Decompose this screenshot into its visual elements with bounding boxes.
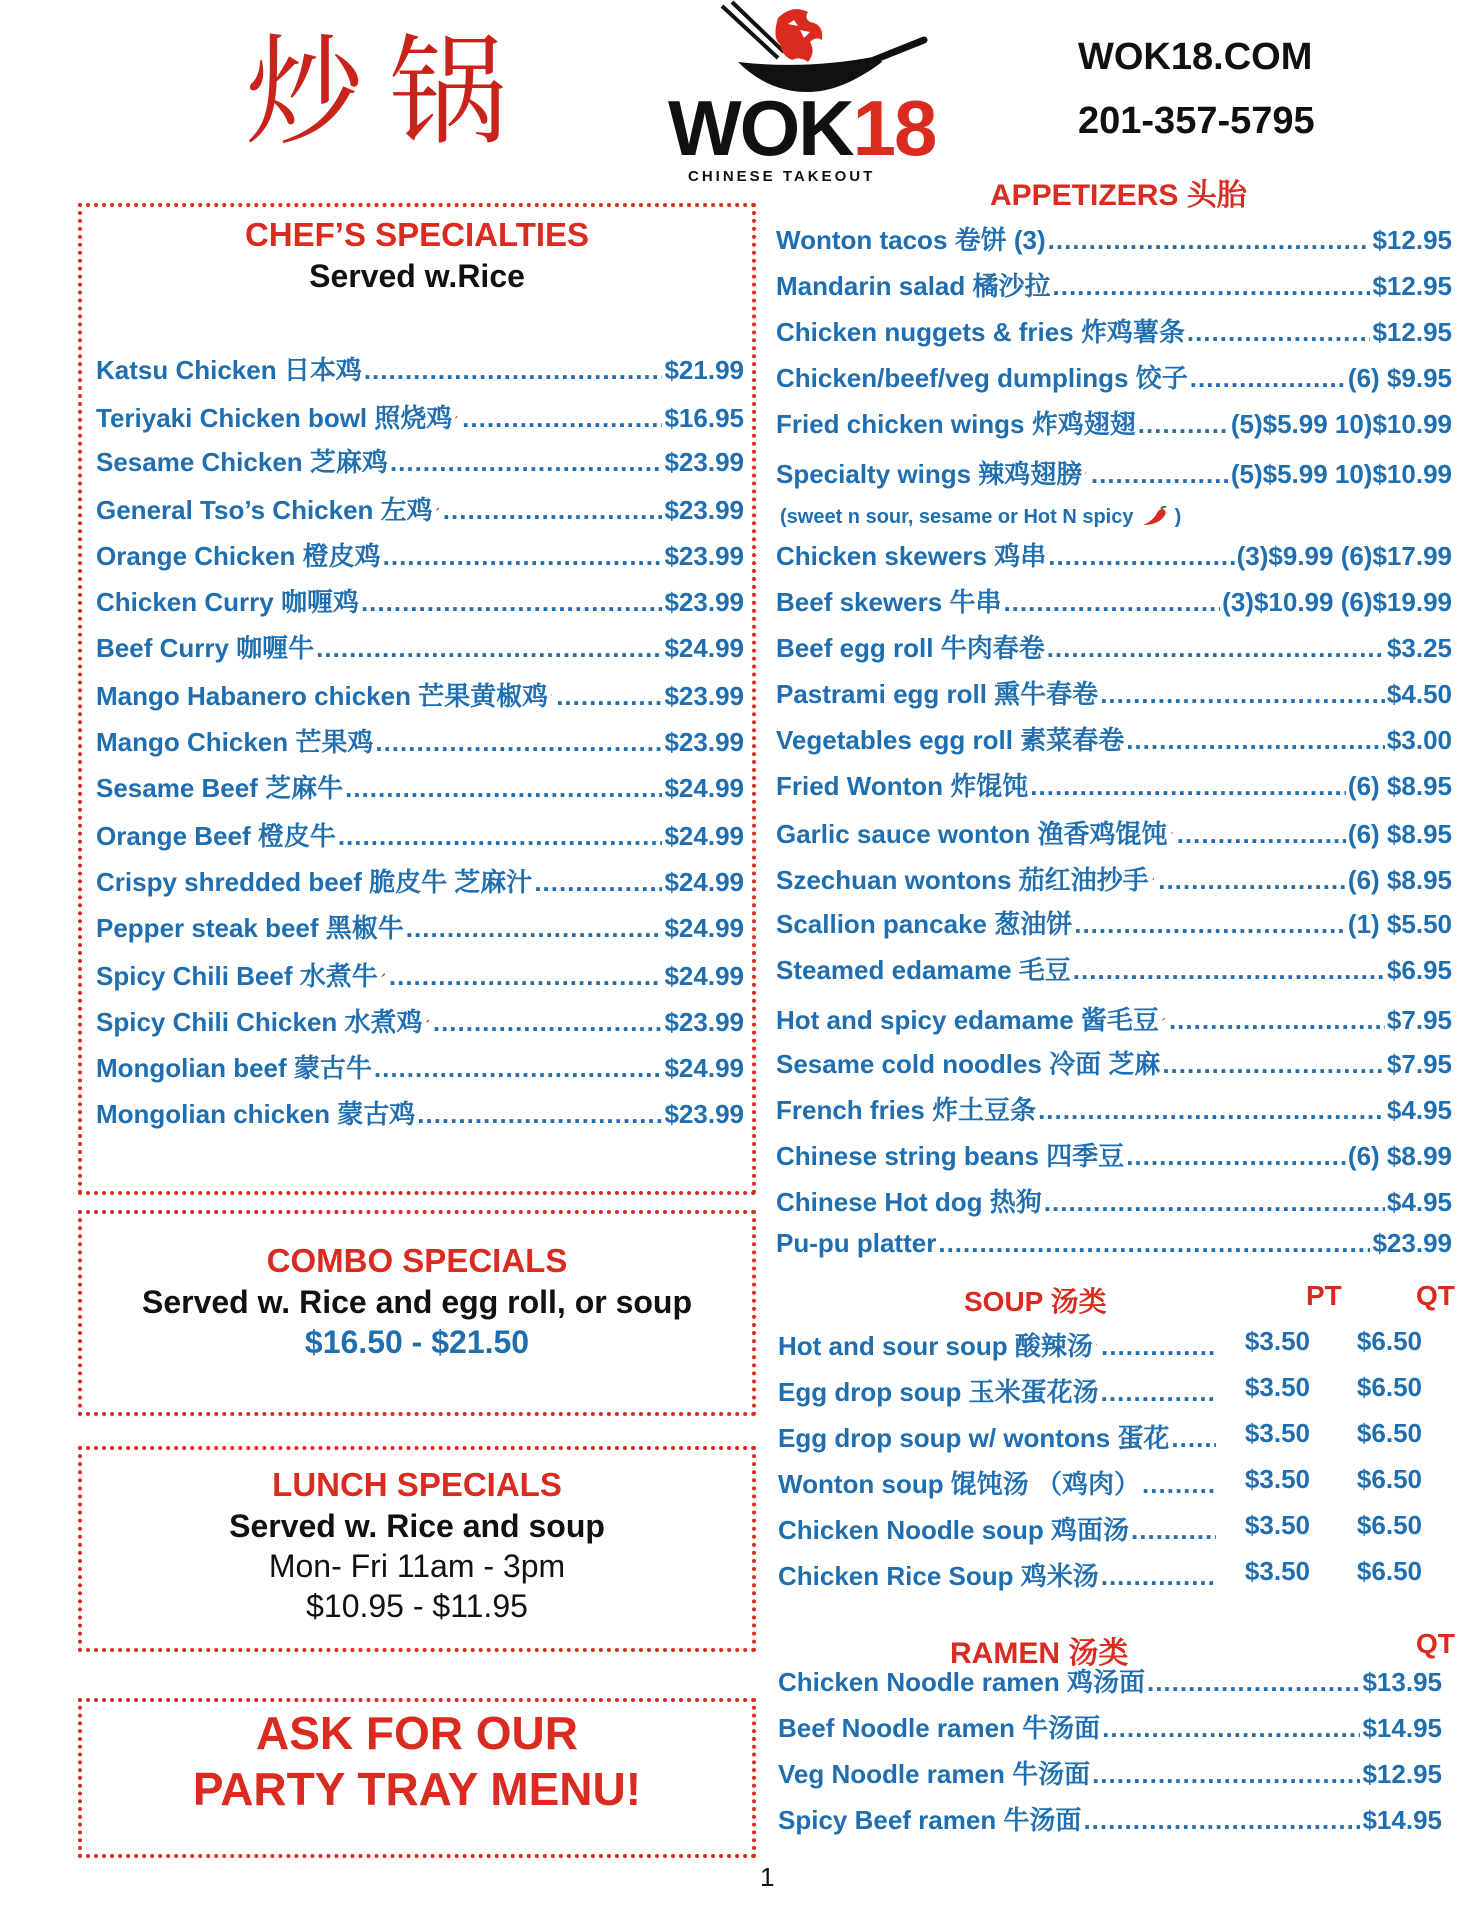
menu-item: [776, 536, 1452, 573]
menu-item-name: Chicken Rice Soup 鸡米汤: [778, 1561, 1099, 1591]
chili-pepper-icon: [454, 407, 458, 427]
wings-sauce-note: [780, 506, 1181, 529]
menu-item-price: $14.95: [1362, 1805, 1442, 1835]
menu-item: [776, 266, 1452, 303]
menu-item-price: $23.99: [664, 587, 744, 617]
menu-item-price: $24.99: [664, 633, 744, 663]
menu-item: [96, 1094, 744, 1131]
dot-leader: [1048, 225, 1371, 256]
menu-item-name: Mango Habanero chicken 芒果黄椒鸡: [96, 681, 549, 711]
logo-wordmark-black: WOK: [668, 84, 853, 172]
logo-subtitle: CHINESE TAKEOUT: [688, 168, 876, 185]
menu-item-name: Steamed edamame 毛豆: [776, 955, 1071, 985]
menu-item: [96, 956, 744, 993]
menu-item-price: $23.99: [664, 1007, 744, 1037]
menu-item: [778, 1418, 1218, 1455]
party-tray-line2: PARTY TRAY MENU!: [192, 1763, 642, 1815]
menu-item: [778, 1326, 1218, 1363]
ramen-col-qt: QT: [1416, 1628, 1455, 1659]
lunch-price-range: $10.95 - $11.95: [306, 1588, 528, 1624]
menu-item-name: Pastrami egg roll 熏牛春卷: [776, 679, 1099, 709]
menu-item-price: $24.99: [664, 773, 744, 803]
menu-item: [96, 676, 744, 713]
menu-item-price: $12.95: [1372, 317, 1452, 347]
dot-leader: [1047, 633, 1385, 664]
phone-number[interactable]: 201-357-5795: [1078, 100, 1315, 142]
menu-item-name: Chicken skewers 鸡串: [776, 541, 1047, 571]
dot-leader: [443, 495, 663, 526]
dot-leader: [361, 587, 663, 618]
menu-item: [778, 1556, 1218, 1593]
menu-item-name: Mongolian chicken 蒙古鸡: [96, 1099, 416, 1129]
dot-leader: [938, 1228, 1370, 1259]
menu-item-name: Spicy Chili Beef 水煮牛: [96, 961, 378, 991]
menu-item-name: Mandarin salad 橘沙拉: [776, 271, 1051, 301]
dot-leader: [1187, 317, 1371, 348]
menu-item: [776, 454, 1452, 491]
chili-pepper-icon: [380, 965, 385, 985]
wings-sauce-note-close: ): [1174, 506, 1182, 528]
combo-price-range: $16.50 - $21.50: [304, 1324, 530, 1360]
menu-item-name: Wonton soup 馄饨汤 （鸡肉）: [778, 1469, 1141, 1499]
dot-leader: [316, 633, 662, 664]
menu-item-price: $24.99: [664, 961, 744, 991]
logo-wordmark-red: 18: [852, 84, 936, 172]
logo-wordmark: [668, 84, 936, 172]
dot-leader: [1003, 587, 1220, 618]
menu-item-name: Sesame Chicken 芝麻鸡: [96, 447, 388, 477]
menu-item-name: Szechuan wontons 茄红油抄手: [776, 865, 1149, 895]
chili-pepper-icon: [1161, 1009, 1165, 1029]
menu-item-name: Vegetables egg roll 素菜春卷: [776, 725, 1125, 755]
dot-leader: [375, 727, 662, 758]
menu-item-price: (5)$5.99 10)$10.99: [1230, 409, 1452, 439]
menu-item-price: (3)$10.99 (6)$19.99: [1222, 587, 1452, 617]
lunch-specials-title: LUNCH SPECIALS: [272, 1466, 562, 1503]
menu-item-price: (3)$9.99 (6)$17.99: [1236, 541, 1452, 571]
soup-qt-price: $6.50: [1356, 1464, 1422, 1494]
dot-leader: [1074, 909, 1346, 940]
menu-item-price: (6) $8.95: [1347, 865, 1452, 895]
menu-item: [778, 1510, 1218, 1547]
menu-item: [776, 404, 1452, 441]
dot-leader: [1102, 1713, 1360, 1744]
menu-item-price: $12.95: [1362, 1759, 1442, 1789]
menu-item-price: (5)$5.99 10)$10.99: [1230, 459, 1452, 489]
menu-item: [96, 908, 744, 945]
menu-item-price: $13.95: [1362, 1667, 1442, 1697]
soup-pt-price: $3.50: [1244, 1326, 1310, 1356]
menu-item: [96, 722, 744, 759]
dot-leader: [1083, 1805, 1360, 1836]
dot-leader: [1038, 1095, 1385, 1126]
menu-item-price: $12.95: [1372, 271, 1452, 301]
menu-item-price: $23.99: [664, 495, 744, 525]
dot-leader: [1126, 1141, 1346, 1172]
dot-leader: [364, 355, 663, 386]
appetizers-title: APPETIZERS 头胎: [990, 179, 1247, 212]
party-tray-line1: ASK FOR OUR: [256, 1707, 578, 1759]
menu-item-name: Chinese Hot dog 热狗: [776, 1187, 1042, 1217]
menu-item: [96, 628, 744, 665]
menu-item-price: (6) $8.95: [1347, 819, 1452, 849]
soup-pt-price: $3.50: [1244, 1510, 1310, 1540]
menu-item-price: $4.50: [1386, 679, 1452, 709]
menu-item: [776, 582, 1452, 619]
menu-item-name: Chicken Curry 咖喱鸡: [96, 587, 359, 617]
soup-pt-price: $3.50: [1244, 1464, 1310, 1494]
menu-item-price: $23.99: [664, 681, 744, 711]
dot-leader: [1169, 1005, 1385, 1036]
menu-item-price: $6.95: [1386, 955, 1452, 985]
menu-item-name: Beef Curry 咖喱牛: [96, 633, 315, 663]
dot-leader: [1142, 1469, 1216, 1500]
dot-leader: [534, 867, 662, 898]
soup-qt-price: $6.50: [1356, 1326, 1422, 1356]
menu-item-name: Pu-pu platter: [776, 1228, 937, 1258]
menu-item: [776, 220, 1452, 257]
menu-item-name: Hot and sour soup 酸辣汤: [778, 1331, 1093, 1361]
menu-item-name: Sesame Beef 芝麻牛: [96, 773, 344, 803]
menu-item: [96, 862, 744, 899]
menu-item-name: Garlic sauce wonton 渔香鸡馄饨: [776, 819, 1168, 849]
menu-item: [778, 1464, 1218, 1501]
dot-leader: [1101, 1331, 1216, 1362]
menu-item: [96, 582, 744, 619]
menu-item-name: Egg drop soup 玉米蛋花汤: [778, 1377, 1099, 1407]
dot-leader: [1131, 1515, 1216, 1546]
menu-item-price: $23.99: [664, 727, 744, 757]
dot-leader: [433, 1007, 663, 1038]
menu-item: [96, 536, 744, 573]
dot-leader: [1162, 1049, 1385, 1080]
menu-item-price: $3.00: [1386, 725, 1452, 755]
dot-leader: [345, 773, 662, 804]
menu-item-name: Scallion pancake 葱油饼: [776, 909, 1073, 939]
menu-item-name: Wonton tacos 卷饼 (3): [776, 225, 1046, 255]
chili-pepper-icon: [1170, 823, 1173, 843]
dot-leader: [417, 1099, 662, 1130]
dot-leader: [1100, 679, 1385, 710]
dot-leader: [1092, 1759, 1360, 1790]
menu-item-price: $23.99: [1372, 1228, 1452, 1258]
dot-leader: [556, 681, 662, 712]
menu-item: [776, 1090, 1452, 1127]
soup-pt-price: $3.50: [1244, 1418, 1310, 1448]
menu-item-price: $24.99: [664, 913, 744, 943]
soup-pt-price: $3.50: [1244, 1556, 1310, 1586]
menu-item-name: Beef Noodle ramen 牛汤面: [778, 1713, 1101, 1743]
menu-item-name: Veg Noodle ramen 牛汤面: [778, 1759, 1091, 1789]
menu-item-name: Katsu Chicken 日本鸡: [96, 355, 362, 385]
menu-item-name: French fries 炸土豆条: [776, 1095, 1037, 1125]
dot-leader: [1030, 771, 1346, 802]
ramen-title: RAMEN 汤类: [950, 1637, 1129, 1670]
menu-item-name: Hot and spicy edamame 酱毛豆: [776, 1005, 1159, 1035]
menu-item: [96, 768, 744, 805]
dot-leader: [1048, 541, 1234, 572]
soup-col-qt: QT: [1416, 1280, 1455, 1311]
dot-leader: [1101, 1561, 1216, 1592]
soup-qt-price: $6.50: [1356, 1510, 1422, 1540]
combo-specials-title: COMBO SPECIALS: [266, 1242, 568, 1279]
soup-col-pt: PT: [1306, 1280, 1342, 1311]
menu-item-name: Crispy shredded beef 脆皮牛 芝麻汁: [96, 867, 533, 897]
menu-item: [96, 816, 744, 853]
soup-qt-price: $6.50: [1356, 1556, 1422, 1586]
dot-leader: [1147, 1667, 1361, 1698]
menu-item: [776, 1000, 1452, 1037]
menu-item-price: $4.95: [1386, 1187, 1452, 1217]
soup-pt-price: $3.50: [1244, 1372, 1310, 1402]
dot-leader: [1126, 725, 1385, 756]
dot-leader: [1158, 865, 1346, 896]
menu-item-price: (6) $9.95: [1347, 363, 1452, 393]
menu-item-price: $7.95: [1386, 1049, 1452, 1079]
menu-item: [776, 904, 1452, 941]
menu-item-name: Sesame cold noodles 冷面 芝麻: [776, 1049, 1161, 1079]
soup-title: SOUP 汤类: [964, 1286, 1107, 1317]
menu-item-name: Pepper steak beef 黑椒牛: [96, 913, 404, 943]
menu-item-price: $12.95: [1372, 225, 1452, 255]
menu-item-price: $24.99: [664, 867, 744, 897]
menu-item: [776, 766, 1452, 803]
menu-item-price: $4.95: [1386, 1095, 1452, 1125]
menu-item-price: $7.95: [1386, 1005, 1452, 1035]
website[interactable]: WOK18.COM: [1078, 36, 1313, 78]
chili-pepper-icon: [1095, 1335, 1097, 1355]
chili-pepper-icon: [1151, 869, 1155, 889]
dot-leader: [389, 961, 663, 992]
menu-item: [96, 398, 744, 435]
menu-item-price: (6) $8.99: [1347, 1141, 1452, 1171]
menu-item-price: $16.95: [664, 403, 744, 433]
menu-item: [776, 720, 1452, 757]
menu-item: [96, 1002, 744, 1039]
chili-pepper-icon: [425, 1011, 429, 1031]
menu-item: [776, 358, 1452, 395]
menu-item-price: $24.99: [664, 1053, 744, 1083]
dot-leader: [383, 541, 663, 572]
menu-item: [778, 1372, 1218, 1409]
dot-leader: [1091, 459, 1229, 490]
dot-leader: [1101, 1377, 1216, 1408]
menu-item: [778, 1754, 1442, 1791]
menu-item: [776, 1182, 1452, 1219]
combo-specials-subtitle: Served w. Rice and egg roll, or soup: [141, 1284, 693, 1320]
soup-qt-price: $6.50: [1356, 1418, 1422, 1448]
dot-leader: [1138, 409, 1229, 440]
menu-item-price: $23.99: [664, 1099, 744, 1129]
menu-item-price: (6) $8.95: [1347, 771, 1452, 801]
menu-item-name: Spicy Beef ramen 牛汤面: [778, 1805, 1082, 1835]
menu-item: [778, 1708, 1442, 1745]
menu-item: [96, 350, 744, 387]
menu-item: [776, 1136, 1452, 1173]
menu-item: [96, 1048, 744, 1085]
wok18-logo: [660, 0, 936, 190]
menu-item: [776, 628, 1452, 665]
chili-pepper-icon: [435, 499, 439, 519]
lunch-specials-subtitle: Served w. Rice and soup: [229, 1508, 605, 1544]
menu-item: [776, 814, 1452, 851]
menu-item-name: Teriyaki Chicken bowl 照烧鸡: [96, 403, 453, 433]
menu-item-price: (1) $5.50: [1347, 909, 1452, 939]
menu-item-price: $3.25: [1386, 633, 1452, 663]
dot-leader: [1177, 819, 1346, 850]
chef-specialties-title: CHEF’S SPECIALTIES: [244, 216, 590, 253]
menu-item-price: $23.99: [664, 447, 744, 477]
menu-item: [778, 1662, 1442, 1699]
menu-item-name: Spicy Chili Chicken 水煮鸡: [96, 1007, 423, 1037]
chili-pepper-icon: [550, 685, 552, 705]
menu-item-price: $21.99: [664, 355, 744, 385]
soup-qt-price: $6.50: [1356, 1372, 1422, 1402]
menu-item-name: Chicken/beef/veg dumplings 饺子: [776, 363, 1188, 393]
dot-leader: [374, 1053, 663, 1084]
dot-leader: [1053, 271, 1371, 302]
chef-specialties-subtitle: Served w.Rice: [309, 258, 525, 294]
dot-leader: [1190, 363, 1346, 394]
chili-pepper-icon: [1084, 463, 1087, 483]
dot-leader: [338, 821, 663, 852]
menu-item-name: Specialty wings 辣鸡翅膀: [776, 459, 1083, 489]
menu-item-name: Beef skewers 牛串: [776, 587, 1002, 617]
menu-item-price: $24.99: [664, 821, 744, 851]
dot-leader: [390, 447, 663, 478]
menu-item-price: $14.95: [1362, 1713, 1442, 1743]
menu-item-name: Beef egg roll 牛肉春卷: [776, 633, 1045, 663]
menu-item-name: Egg drop soup w/ wontons 蛋花: [778, 1423, 1170, 1453]
dot-leader: [1073, 955, 1385, 986]
menu-item: [776, 950, 1452, 987]
page-number: 1: [760, 1862, 775, 1892]
menu-item: [96, 442, 744, 479]
menu-item: [776, 1228, 1452, 1259]
menu-item-name: Mongolian beef 蒙古牛: [96, 1053, 372, 1083]
menu-item-name: Fried Wonton 炸馄饨: [776, 771, 1029, 801]
chinese-title: 炒锅: [245, 23, 534, 161]
dot-leader: [462, 403, 662, 434]
menu-item: [776, 674, 1452, 711]
menu-item: [96, 490, 744, 527]
chili-pepper-icon: [1141, 506, 1167, 526]
menu-item-name: Chicken nuggets & fries 炸鸡薯条: [776, 317, 1185, 347]
menu-item-name: Orange Chicken 橙皮鸡: [96, 541, 381, 571]
wings-sauce-note-text: (sweet n sour, sesame or Hot N spicy: [780, 506, 1134, 528]
menu-item-name: Chinese string beans 四季豆: [776, 1141, 1125, 1171]
lunch-hours: Mon- Fri 11am - 3pm: [268, 1548, 566, 1584]
menu-item: [776, 860, 1452, 897]
menu-item-name: Chicken Noodle ramen 鸡汤面: [778, 1667, 1145, 1697]
menu-item: [776, 1044, 1452, 1081]
dot-leader: [406, 913, 663, 944]
menu-item-name: Fried chicken wings 炸鸡翅翅: [776, 409, 1136, 439]
menu-item: [776, 312, 1452, 349]
menu-item-name: Orange Beef 橙皮牛: [96, 821, 336, 851]
menu-item-price: $23.99: [664, 541, 744, 571]
dot-leader: [1044, 1187, 1385, 1218]
menu-item-name: Mango Chicken 芒果鸡: [96, 727, 374, 757]
menu-item-name: General Tso’s Chicken 左鸡: [96, 495, 433, 525]
menu-item: [778, 1800, 1442, 1837]
menu-item-name: Chicken Noodle soup 鸡面汤: [778, 1515, 1130, 1545]
